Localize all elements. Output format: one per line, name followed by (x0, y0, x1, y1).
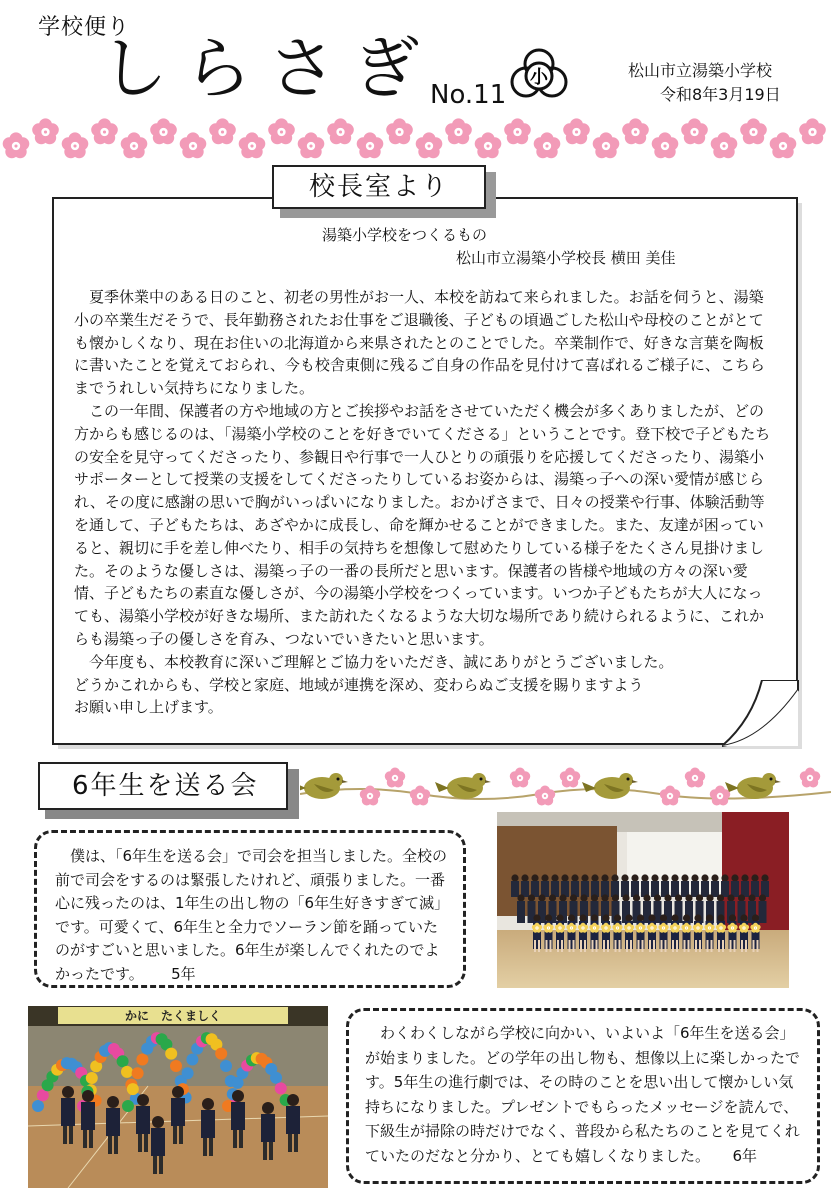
balloon (186, 1053, 198, 1065)
bird-vine-decoration (300, 764, 831, 810)
newsletter-series: 学校便り (38, 15, 131, 40)
bird-icon (435, 773, 491, 799)
student-comment-5th (34, 830, 466, 988)
issue-number: No.11 (430, 80, 507, 110)
bird-icon (300, 773, 348, 799)
sakura-flower-icon (91, 118, 118, 144)
balloon (220, 1060, 232, 1072)
essay-paragraph: 今年度も、本校教育に深いご理解とご協力をいただき、誠にありがとうございました。 (89, 652, 674, 671)
section-heading: 6年生を送る会 (38, 762, 288, 810)
essay-title: 湯築小学校をつくるもの (322, 226, 488, 244)
student-figure (731, 874, 739, 897)
sakura-flower-icon (652, 132, 679, 158)
stage-photo (497, 812, 789, 988)
essay-paragraph: お願い申し上げます。 (74, 698, 223, 717)
student-figure (661, 874, 669, 897)
sakura-flower-icon (180, 132, 207, 158)
essay-body (74, 286, 774, 719)
student-figure (751, 874, 759, 897)
sakura-flower-icon (681, 118, 708, 144)
student-figure (641, 874, 649, 897)
student-figure (711, 874, 719, 897)
sakura-flower-icon (560, 768, 580, 788)
sakura-flower-icon (510, 768, 530, 788)
essay-paragraph: どうかこれからも、学校と家庭、地域が連携を深め、変わらぬご支援を賜りますよう (74, 675, 644, 694)
sakura-flower-icon (121, 132, 148, 158)
balloon (215, 1048, 227, 1060)
student-figure (561, 874, 569, 897)
student-figure (517, 894, 525, 923)
student-figure (691, 874, 699, 897)
logo-glyph: 小 (530, 67, 548, 88)
sakura-flower-icon (209, 118, 236, 144)
balloon (32, 1100, 44, 1112)
balloon (275, 1082, 287, 1094)
sakura-flower-icon (239, 132, 266, 158)
sakura-flower-icon (534, 132, 561, 158)
student-figure (621, 874, 629, 897)
sakura-flower-icon (150, 118, 177, 144)
sakura-flower-icon (445, 118, 472, 144)
sakura-flower-icon (327, 118, 354, 144)
student-comment-6th (346, 1008, 820, 1184)
sakura-flower-icon (386, 118, 413, 144)
balloon (165, 1048, 177, 1060)
balloon (86, 1072, 98, 1084)
student-figure (601, 874, 609, 897)
sakura-flower-icon (770, 132, 797, 158)
sakura-flower-icon (740, 118, 767, 144)
essay-paragraph: この一年間、保護者の方や地域の方とご挨拶やお話をさせていただく機会が多くありましたが、どの方からも感じるのは、「湯築小学校のことを好きでいてくださる」ということです。登下校で子どもたちの安全を見守ってくださったり、参観日や行事で一人ひとりの頑張りを応援してくださったり、湯築小サポーターとして授業の支援をしてくださったりしているお姿からは、湯築っ子への深い愛情が感じられ、その度に感謝の思いで胸がいっぱいになりました。おかげさまで、日々の授業や行事、体験活動等を通して、子どもたちは、あざやかに成長し、命を輝かせることができました。また、友達が困っていると、親切に手を差し伸べたり、相手の気持ちを想像して慰めたりしている様子をたくさん見掛けました。そのような優しさは、湯築っ子の一番の長所だと思います。保護者の皆様や地域の方々の深い愛情、子どもたちの素直な優しさが、今の湯築小学校をつくっています。いつか子どもたちが大人になっても、湯築小学校が好きな場所、また訪れたくなるような大切な場所であり続けられるように、これからも湯築っ子の優しさを育み、つないでいきたいと思います。 (74, 401, 771, 648)
sakura-flower-icon (3, 132, 30, 158)
sakura-flower-icon (711, 132, 738, 158)
balloon (170, 1060, 182, 1072)
principal-heading: 校長室より (272, 165, 486, 209)
sakura-flower-icon (62, 132, 89, 158)
student-figure (551, 874, 559, 897)
student-figure (591, 874, 599, 897)
comment-text: わくわくしながら学校に向かい、いよいよ「6年生を送る会」が始まりました。どの学年の出し物も、想像以上に楽しかったです。5年生の進行劇では、その時のことを思い出して懐かしい気持ちになりました。プレゼントでもらったメッセージを読んで、下級生が掃除の時だけでなく、普段から私たちのことを見てくれていたのだなと分かり、とても嬉しくなりました。 6年 (365, 1024, 801, 1165)
sakura-flower-icon (268, 118, 295, 144)
student-figure (701, 874, 709, 897)
student-figure (721, 874, 729, 897)
student-figure (671, 874, 679, 897)
sakura-border (0, 118, 831, 162)
sakura-flower-icon (298, 132, 325, 158)
sakura-flower-icon (475, 132, 502, 158)
bird-icon (725, 773, 781, 799)
student-figure (631, 874, 639, 897)
balloon (132, 1067, 144, 1079)
student-figure (681, 874, 689, 897)
essay-author: 松山市立湯築小学校長 横田 美佳 (456, 249, 676, 267)
sakura-flower-icon (593, 132, 620, 158)
balloon (136, 1053, 148, 1065)
school-logo-icon (509, 42, 569, 102)
student-figure (741, 874, 749, 897)
balloon (127, 1083, 139, 1095)
essay-paragraph: 夏季休業中のある日のこと、初老の男性がお一人、本校を訪ねて来られました。お話を伺うと、湯築小の卒業生だそうで、長年勤務されたお仕事をご退職後、子どもの頃過ごした松山や母校のことがとても懐かしくなり、現在お住いの北海道から来県されたとのことでした。卒業制作で、好きな言葉を陶板に書いたことを覚えておられ、今も校舎東側に残るご自身の作品を見付けて喜ばれるご様子に、こちらまでうれしい気持ちになりました。 (74, 288, 765, 398)
newsletter-title: しらさぎ (100, 30, 437, 109)
student-figure (521, 874, 529, 897)
sakura-flower-icon (535, 786, 555, 806)
balloon (270, 1072, 282, 1084)
sakura-flower-icon (710, 786, 730, 806)
student-figure (541, 874, 549, 897)
gym-photo (28, 1006, 328, 1188)
student-figure (571, 874, 579, 897)
balloon (122, 1100, 134, 1112)
sakura-flower-icon (800, 768, 820, 788)
student-figure (759, 894, 767, 923)
student-figure (651, 874, 659, 897)
student-figure (531, 874, 539, 897)
student-figure (761, 874, 769, 897)
sakura-flower-icon (357, 132, 384, 158)
issue-date: 令和8年3月19日 (660, 85, 781, 104)
balloon (121, 1066, 133, 1078)
student-figure (581, 874, 589, 897)
student-figure (611, 874, 619, 897)
sakura-flower-icon (410, 786, 430, 806)
gym-banner-text: かに たくましく (124, 1009, 222, 1023)
balloon (117, 1055, 129, 1067)
sakura-flower-icon (385, 768, 405, 788)
sakura-flower-icon (563, 118, 590, 144)
sakura-flower-icon (799, 118, 826, 144)
sakura-flower-icon (622, 118, 649, 144)
sakura-flower-icon (416, 132, 443, 158)
sakura-flower-icon (32, 118, 59, 144)
sakura-flower-icon (685, 768, 705, 788)
school-name: 松山市立湯築小学校 (628, 61, 773, 80)
comment-text: 僕は、「6年生を送る会」で司会を担当しました。全校の前で司会をするのは緊張したけれど、頑張りました。一番心に残ったのは、1年生の出し物の「6年生好きすぎて滅」です。可愛くて、6年生と全力でソーラン節を踊っていたのがすごいと思いました。6年生が楽しんでくれたのでよかったです。 5年 (55, 847, 448, 983)
sakura-flower-icon (504, 118, 531, 144)
balloon (182, 1067, 194, 1079)
bird-icon (582, 773, 638, 799)
student-figure (511, 874, 519, 897)
sakura-flower-icon (660, 786, 680, 806)
